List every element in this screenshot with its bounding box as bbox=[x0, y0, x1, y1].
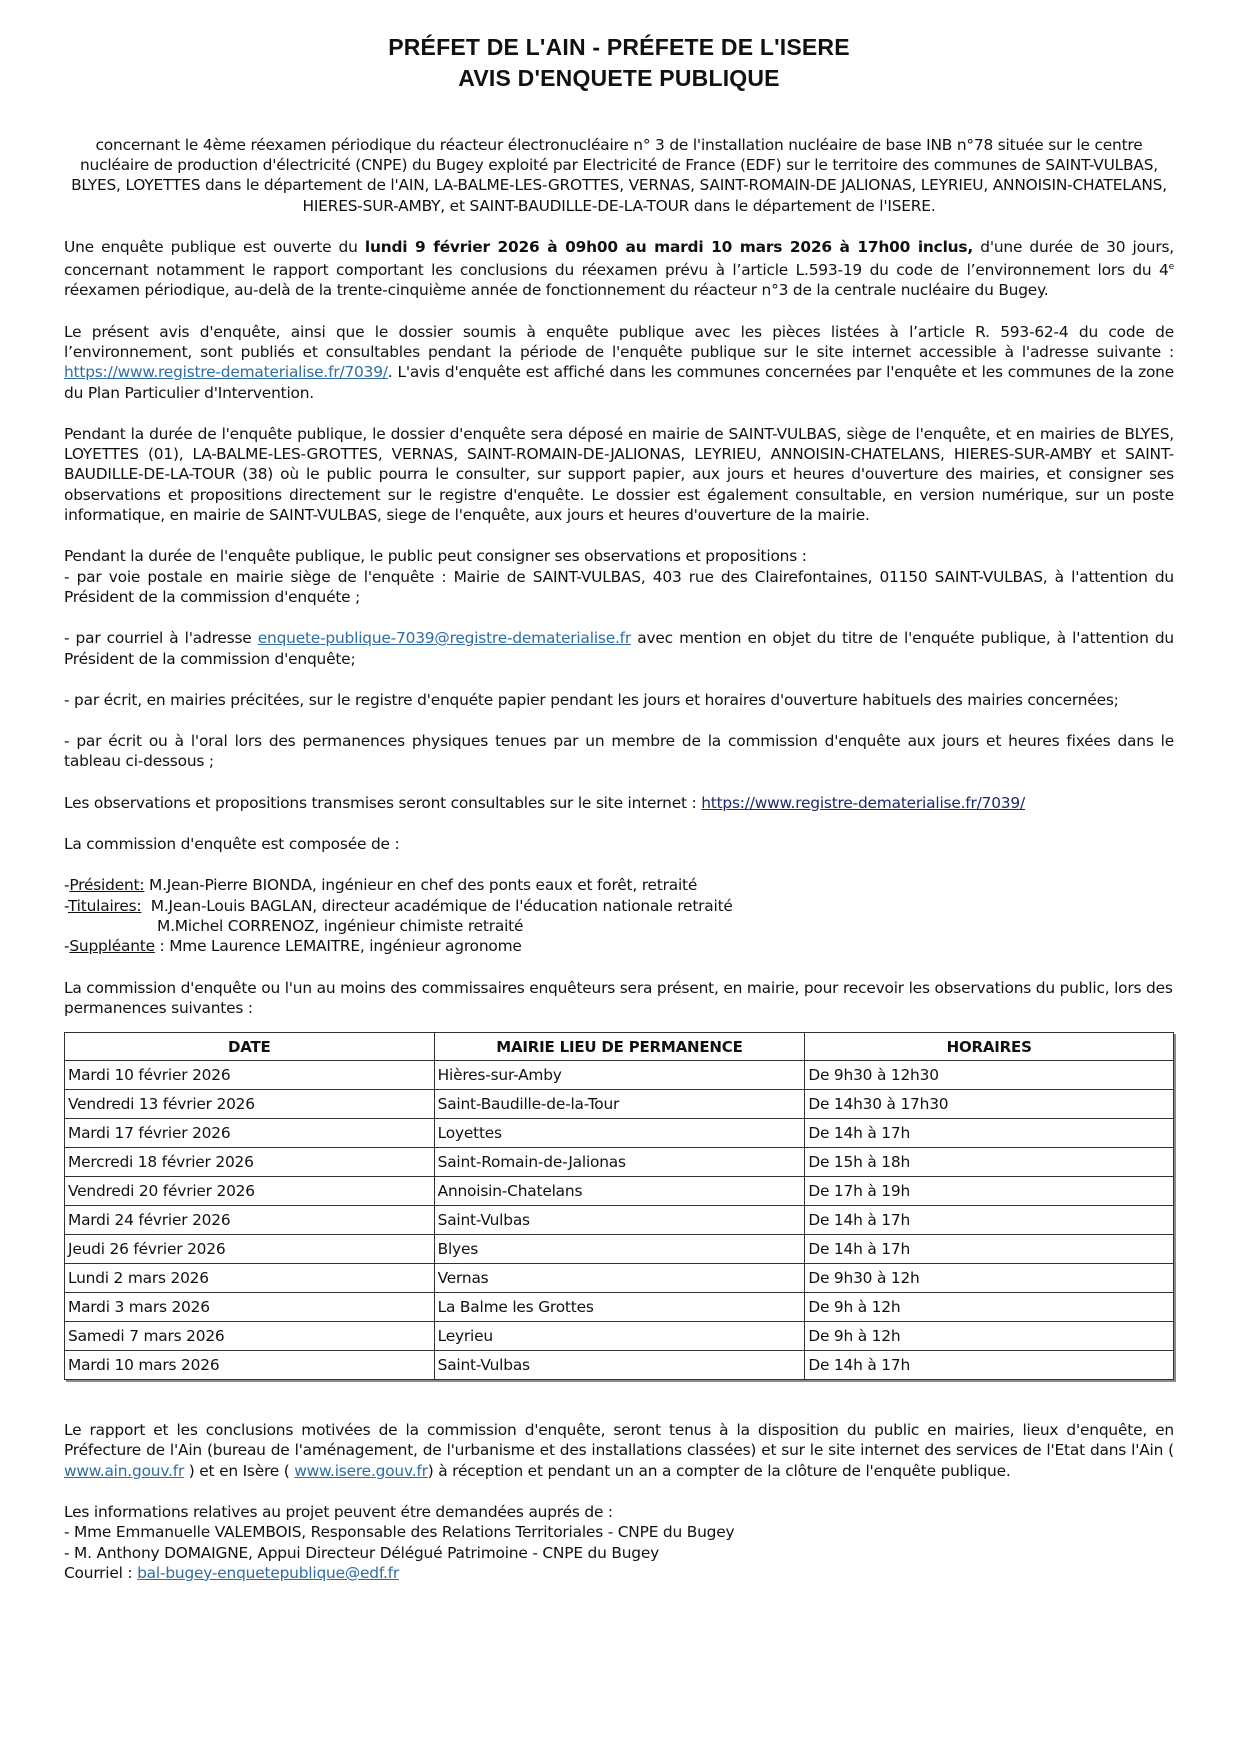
table-row: Samedi 7 mars 2026 Leyrieu De 9h à 12h bbox=[65, 1322, 1174, 1351]
commission-president: -Président: M.Jean-Pierre BIONDA, ingénieur en chef des ponts eaux et forêt, retraité bbox=[64, 876, 698, 895]
isere-gouv-link[interactable]: www.isere.gouv.fr bbox=[294, 1461, 428, 1480]
notice-document bbox=[64, 32, 1174, 1583]
registre-link[interactable]: https://www.registre-dematerialise.fr/7039/ bbox=[64, 363, 388, 382]
table-row: Mardi 17 février 2026 Loyettes De 14h à 17h bbox=[65, 1119, 1174, 1148]
observation-oral: - par écrit ou à l'oral lors des permanences physiques tenues par un membre de la commission d'enquête aux jours et heures fixées dans le tableau ci-dessous ; bbox=[64, 732, 1174, 771]
observation-written: - par écrit, en mairies précitées, sur le registre d'enquéte papier pendant les jours et horaires d'ouverture habituels des mairies concernées; bbox=[64, 690, 1119, 709]
contact-courriel: Courriel : bal-bugey-enquetepublique@edf.fr bbox=[64, 1563, 399, 1582]
intro-paragraph: concernant le 4ème réexamen périodique du réacteur électronucléaire n° 3 de l'installation nucléaire de base INB n°78 située sur le centre nucléaire de production d'électricité (CNPE) du Bugey exploité par Electricité de France (EDF) sur le territoire des communes de SAINT-VULBAS, BLYES, LOYETTES dans le département de l'AIN, LA-BALME-LES-GROTTES, VERNAS, SAINT-ROMAIN-DE JALIONAS, LEYRIEU, ANNOISIN-CHATELANS, HIERES-SUR-AMBY, et SAINT-BAUDILLE-DE-LA-TOUR dans le département de l'ISERE. bbox=[71, 136, 1167, 215]
report-availability-paragraph: Le rapport et les conclusions motivées de la commission d'enquête, seront tenus à la disposition du public en mairies, lieux d'enquête, en Préfecture de l'Ain (bureau de l'aménagement, de l'urbanisme et des installations classées) et sur le site internet des services de l'Etat dans l'Ain ( www.ain.gouv.fr ) et en Isère ( www.isere.gouv.fr) à réception et pendant un an a compter de la clôture de l'enquête publique. bbox=[64, 1421, 1174, 1480]
ain-gouv-link[interactable]: www.ain.gouv.fr bbox=[64, 1461, 185, 1480]
consultation-paragraph: Les observations et propositions transmises seront consultables sur le site internet : https://www.registre-dematerialise.fr/7039/ bbox=[64, 793, 1025, 812]
registre-link-2[interactable]: https://www.registre-dematerialise.fr/7039/ bbox=[701, 793, 1025, 812]
table-row: Vendredi 13 février 2026 Saint-Baudille-de-la-Tour De 14h30 à 17h30 bbox=[65, 1090, 1174, 1119]
page-title bbox=[64, 32, 1174, 94]
table-row: Mardi 24 février 2026 Saint-Vulbas De 14h à 17h bbox=[65, 1206, 1174, 1235]
edf-email-link[interactable]: bal-bugey-enquetepublique@edf.fr bbox=[137, 1563, 399, 1582]
table-row: Jeudi 26 février 2026 Blyes De 14h à 17h bbox=[65, 1235, 1174, 1264]
title-line-prefect: PRÉFET DE L'AIN - PRÉFETE DE L'ISERE bbox=[388, 34, 850, 60]
dossier-paragraph: Pendant la durée de l'enquête publique, le dossier d'enquête sera déposé en mairie de SAINT-VULBAS, siège de l'enquête, et en mairies de BLYES, LOYETTES (01), LA-BALME-LES-GROTTES, VERNAS, SAINT-ROMAIN-DE-JALIONAS, LEYRIEU, ANNOISIN-CHATELANS, HIERES-SUR-AMBY et SAINT-BAUDILLE-DE-LA-TOUR (38) où le public pourra le consulter, sur support papier, aux jours et heures d'ouverture des mairies, et consigner ses observations et propositions directement sur le registre d'enquête. Le dossier est également consultable, en version numérique, sur un poste informatique, en mairie de SAINT-VULBAS, siege de l'enquête, aux jours et heures d'ouverture de la mairie. bbox=[64, 424, 1174, 525]
commission-titulaire-1: -Titulaires: M.Jean-Louis BAGLAN, directeur académique de l'éducation nationale retraité bbox=[64, 896, 733, 915]
table-row: Mardi 10 février 2026 Hières-sur-Amby De 9h30 à 12h30 bbox=[65, 1061, 1174, 1090]
observations-lead: Pendant la durée de l'enquête publique, le public peut consigner ses observations et propositions : bbox=[64, 547, 807, 566]
column-header-date: DATE bbox=[65, 1033, 435, 1061]
permanences-table bbox=[64, 1032, 1174, 1380]
title-line-notice: AVIS D'ENQUETE PUBLIQUE bbox=[458, 65, 780, 91]
column-header-horaires: HORAIRES bbox=[805, 1033, 1174, 1061]
table-row: Mercredi 18 février 2026 Saint-Romain-de-Jalionas De 15h à 18h bbox=[65, 1148, 1174, 1177]
column-header-mairie: MAIRIE LIEU DE PERMANENCE bbox=[434, 1033, 805, 1061]
observation-email: - par courriel à l'adresse enquete-publique-7039@registre-dematerialise.fr avec mention en objet du titre de l'enquéte publique, à l'attention du Président de la commission d'enquête; bbox=[64, 629, 1174, 668]
table-row: Lundi 2 mars 2026 Vernas De 9h30 à 12h bbox=[65, 1264, 1174, 1293]
commission-suppleante: -Suppléante : Mme Laurence LEMAITRE, ingénieur agronome bbox=[64, 937, 522, 956]
table-row: Mardi 3 mars 2026 La Balme les Grottes De 9h à 12h bbox=[65, 1293, 1174, 1322]
permanences-lead: La commission d'enquête ou l'un au moins des commissaires enquêteurs sera présent, en mairie, pour recevoir les observations du public, lors des permanences suivantes : bbox=[64, 978, 1173, 1017]
contact-valembois: - Mme Emmanuelle VALEMBOIS, Responsable des Relations Territoriales - CNPE du Bugey bbox=[64, 1523, 735, 1542]
table-row: Vendredi 20 février 2026 Annoisin-Chatelans De 17h à 19h bbox=[65, 1177, 1174, 1206]
observation-postal: - par voie postale en mairie siège de l'enquête : Mairie de SAINT-VULBAS, 403 rue des Clairefontaines, 01150 SAINT-VULBAS, à l'attention du Président de la commission d'enquéte ; bbox=[64, 567, 1174, 606]
inquiry-period: lundi 9 février 2026 à 09h00 au mardi 10 mars 2026 à 17h00 inclus, bbox=[364, 237, 974, 256]
commission-lead: La commission d'enquête est composée de : bbox=[64, 835, 400, 854]
commission-titulaire-2: M.Michel CORRENOZ, ingénieur chimiste retraité bbox=[157, 916, 524, 935]
inquiry-dates-paragraph: Une enquête publique est ouverte du lundi 9 février 2026 à 09h00 au mardi 10 mars 2026 à 17h00 inclus, d'une durée de 30 jours, concernant notamment le rapport comportant les conclusions du réexamen prévu à l’article L.593-19 du code de l’environnement lors du 4e réexamen périodique, au-delà de la trente-cinquième année de fonctionnement du réacteur n°3 de la centrale nucléaire du Bugey. bbox=[64, 237, 1174, 300]
table-row: Mardi 10 mars 2026 Saint-Vulbas De 14h à 17h bbox=[65, 1351, 1174, 1380]
contacts-lead: Les informations relatives au projet peuvent étre demandées auprés de : bbox=[64, 1503, 613, 1522]
inquiry-email-link[interactable]: enquete-publique-7039@registre-dematerialise.fr bbox=[257, 629, 632, 648]
table-header-row bbox=[65, 1033, 1174, 1061]
publication-paragraph: Le présent avis d'enquête, ainsi que le dossier soumis à enquête publique avec les pièces listées à l’article R. 593-62-4 du code de l’environnement, sont publiés et consultables pendant la période de l'enquête publique sur le site internet accessible à l'adresse suivante : https://www.registre-dematerialise.fr/7039/. L'avis d'enquête est affiché dans les communes concernées par l'enquête et les communes de la zone du Plan Particulier d'Intervention. bbox=[64, 322, 1174, 402]
contact-domaigne: - M. Anthony DOMAIGNE, Appui Directeur Délégué Patrimoine - CNPE du Bugey bbox=[64, 1543, 660, 1562]
